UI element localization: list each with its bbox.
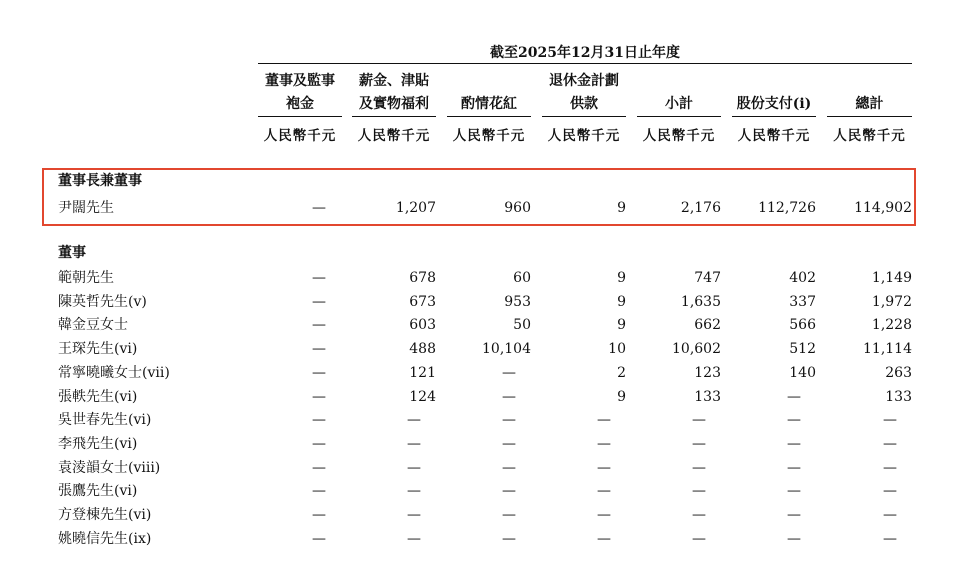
value-cell: — [312,459,326,476]
value-cell: 114,902 [854,200,912,216]
column-header-line: 股份支付(i) [736,96,812,112]
value-cell: — [883,483,897,500]
value-cell: 140 [789,364,816,381]
value-cell: 9 [617,293,626,310]
unit-label: 人民幣千元 [737,128,811,144]
value-cell: — [597,483,611,500]
value-cell: — [312,341,326,358]
value-cell: 124 [409,388,436,405]
director-name: 方登棟先生(vi) [58,507,152,523]
table-row [0,503,960,527]
highlight-box [42,168,916,226]
column-header-rule [827,116,912,117]
unit-label: 人民幣千元 [833,128,906,144]
table-row [0,408,960,432]
unit-label: 人民幣千元 [547,128,621,144]
value-cell: — [502,412,516,429]
director-name: 袁淩韻女士(viii) [58,459,161,476]
value-cell: — [407,483,421,500]
value-cell: 488 [409,341,436,358]
value-cell: 1,228 [871,317,912,334]
value-cell: — [312,293,326,310]
director-name: 李飛先生(vi) [58,435,138,452]
value-cell: — [312,388,326,405]
value-cell: — [312,483,326,500]
value-cell: 747 [694,270,721,286]
value-cell: 678 [409,270,436,286]
value-cell: — [312,200,326,216]
value-cell: — [692,530,706,547]
column-header-line: 薪金、津貼 [359,73,429,89]
column-header-6 [732,70,816,116]
value-cell: — [787,459,801,476]
value-cell: 133 [885,388,912,405]
value-cell: — [407,435,421,452]
director-name: 姚曉信先生(ix) [58,530,152,547]
column-header-line: 董事及監事 [265,73,335,89]
director-name: 韓金豆女士 [58,317,128,334]
value-cell: 10,602 [672,341,721,358]
value-cell: 112,726 [758,200,816,216]
value-cell: — [787,412,801,429]
column-header-line: 及實物福利 [359,96,429,112]
value-cell: — [312,270,326,286]
value-cell: 50 [513,317,531,334]
value-cell: — [883,435,897,452]
period-header: 截至2025年12月31日止年度 [490,45,680,61]
value-cell: — [407,530,421,547]
value-cell: — [883,507,897,523]
column-header-line: 供款 [570,96,598,112]
value-cell: 1,207 [395,200,436,216]
column-header-5 [637,70,721,116]
table-row [0,456,960,480]
director-name: 尹闊先生 [58,200,114,216]
director-name: 常寧曉曦女士(vii) [58,364,170,381]
value-cell: — [692,483,706,500]
table-row [0,385,960,409]
table-row [0,313,960,337]
value-cell: — [312,507,326,523]
value-cell: — [787,507,801,523]
value-cell: 123 [694,364,721,381]
value-cell: 662 [694,317,721,334]
director-name: 吳世春先生(vi) [58,412,152,429]
column-header-line: 小計 [665,96,693,112]
column-header-rule [447,116,531,117]
value-cell: — [407,507,421,523]
value-cell: 263 [885,364,912,381]
value-cell: — [502,435,516,452]
value-cell: 337 [789,293,816,310]
value-cell: — [312,412,326,429]
value-cell: — [883,412,897,429]
value-cell: 133 [694,388,721,405]
value-cell: 11,114 [863,341,912,358]
column-header-7 [827,70,912,116]
table-row [0,361,960,385]
value-cell: — [502,388,516,405]
section-title: 董事 [58,245,86,261]
value-cell: — [787,483,801,500]
value-cell: 60 [513,270,531,286]
value-cell: — [883,530,897,547]
period-rule [258,63,912,64]
column-header-rule [542,116,626,117]
column-header-4 [542,70,626,116]
value-cell: 9 [617,317,626,334]
value-cell: — [787,388,801,405]
director-name: 張鷹先生(vi) [58,483,138,500]
value-cell: 2,176 [680,200,721,216]
column-header-3 [447,70,531,116]
value-cell: — [597,530,611,547]
value-cell: 566 [789,317,816,334]
value-cell: — [692,507,706,523]
value-cell: — [407,459,421,476]
column-header-rule [352,116,436,117]
unit-label: 人民幣千元 [452,128,526,144]
value-cell: 10,104 [482,341,531,358]
value-cell: 960 [504,200,531,216]
column-header-line: 袍金 [286,96,314,112]
column-header-line: 退休金計劃 [549,73,619,89]
value-cell: — [597,507,611,523]
value-cell: — [502,483,516,500]
value-cell: 512 [789,341,816,358]
director-name: 張軼先生(vi) [58,388,138,405]
value-cell: — [883,459,897,476]
column-header-line: 總計 [855,96,884,112]
director-name: 王琛先生(vi) [58,341,138,358]
value-cell: — [312,364,326,381]
value-cell: 1,635 [680,293,721,310]
value-cell: — [692,412,706,429]
column-header-2 [352,70,436,116]
value-cell: 2 [617,364,626,381]
value-cell: — [597,435,611,452]
value-cell: — [597,459,611,476]
value-cell: — [692,435,706,452]
value-cell: — [787,530,801,547]
table-row [0,290,960,314]
value-cell: 121 [409,364,436,381]
director-name: 範朝先生 [58,270,114,286]
table-row [0,432,960,456]
value-cell: 9 [617,388,626,405]
value-cell: 402 [789,270,816,286]
column-header-rule [732,116,816,117]
value-cell: — [787,435,801,452]
value-cell: — [502,530,516,547]
value-cell: — [502,507,516,523]
value-cell: — [312,317,326,334]
value-cell: — [502,459,516,476]
unit-label: 人民幣千元 [263,128,337,144]
director-name: 陳英哲先生(v) [58,293,147,310]
column-header-rule [258,116,342,117]
column-header-1 [258,70,342,116]
value-cell: 1,149 [871,270,912,286]
value-cell: 9 [617,200,626,216]
value-cell: — [407,412,421,429]
unit-label: 人民幣千元 [357,128,431,144]
table-row [0,479,960,503]
value-cell: 1,972 [871,293,912,310]
value-cell: — [312,530,326,547]
value-cell: — [502,364,516,381]
value-cell: 673 [409,293,436,310]
table-row [0,527,960,551]
table-row [0,266,960,290]
value-cell: 953 [504,293,531,310]
column-header-rule [637,116,721,117]
unit-label: 人民幣千元 [642,128,716,144]
column-header-line: 酌情花紅 [461,96,517,112]
table-row [0,337,960,361]
value-cell: — [597,412,611,429]
value-cell: 10 [608,341,626,358]
value-cell: 9 [617,270,626,286]
value-cell: — [692,459,706,476]
section-title: 董事長兼董事 [58,173,142,189]
value-cell: — [312,435,326,452]
value-cell: 603 [409,317,436,334]
